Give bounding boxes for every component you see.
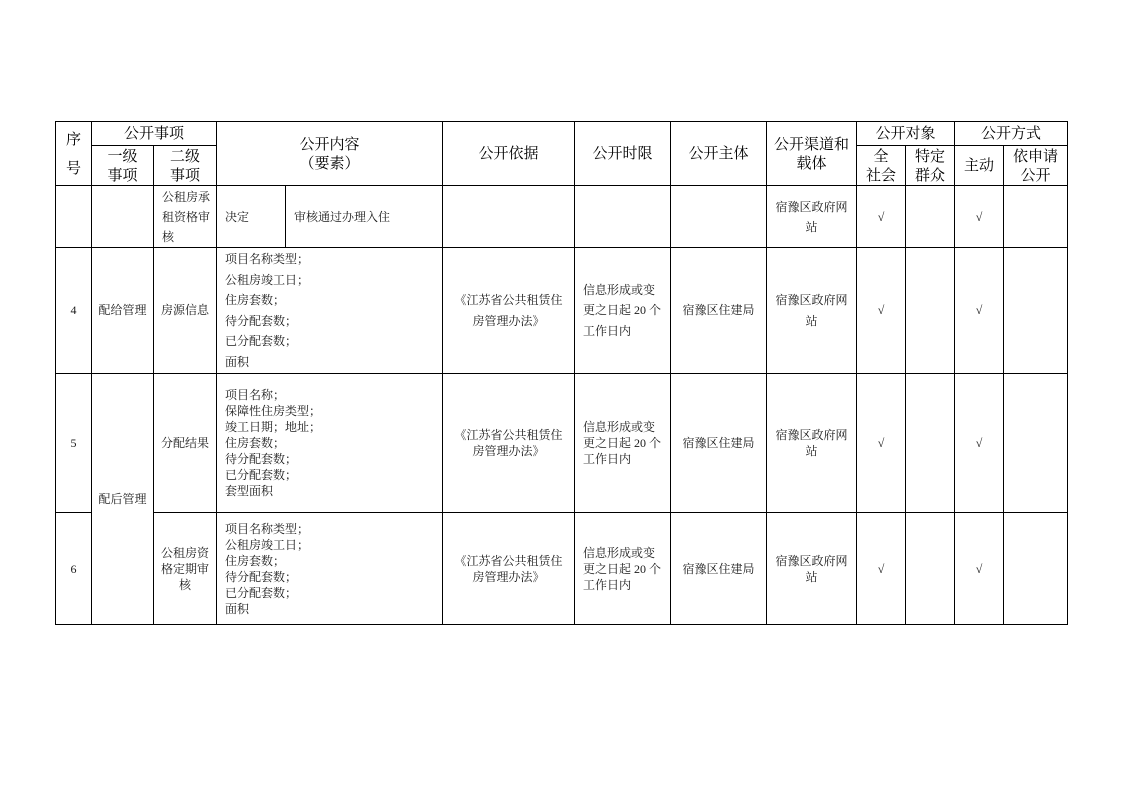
level2-cell bbox=[154, 513, 217, 625]
header-subject: 公开主体 bbox=[671, 122, 767, 186]
channel-line: 宿豫区政府网 bbox=[775, 293, 848, 307]
level2-line: 核 bbox=[179, 577, 192, 592]
subject-cell: 宿豫区住建局 bbox=[671, 374, 767, 513]
target-specific-cell bbox=[906, 186, 955, 248]
level2-cell bbox=[154, 248, 217, 374]
basis-line: 《江苏省公共租赁住 bbox=[454, 293, 563, 307]
header-content-line: 公开内容 bbox=[299, 134, 360, 153]
table-row bbox=[56, 374, 1068, 513]
channel-cell bbox=[767, 248, 857, 374]
content-line: 住房套数； bbox=[225, 436, 286, 450]
seq-cell bbox=[56, 186, 92, 248]
basis-line: 《江苏省公共租赁住 bbox=[454, 428, 563, 442]
disclosure-table bbox=[55, 121, 1068, 625]
table-row bbox=[56, 248, 1068, 374]
time-limit-line: 工作日内 bbox=[583, 452, 632, 466]
channel-line: 宿豫区政府网 bbox=[775, 553, 848, 568]
content-line: 套型面积 bbox=[225, 484, 274, 498]
content-line: 已分配套数； bbox=[225, 468, 298, 482]
seq-cell: 5 bbox=[56, 374, 92, 513]
channel-line: 站 bbox=[805, 569, 818, 584]
level2-line: 核 bbox=[162, 229, 175, 244]
content-line: 面积 bbox=[225, 601, 250, 616]
content-line: 待分配套数； bbox=[225, 313, 298, 328]
header-content bbox=[217, 122, 443, 186]
basis-line: 房管理办法》 bbox=[472, 569, 545, 584]
subject-cell: 宿豫区住建局 bbox=[671, 248, 767, 374]
content-line: 项目名称； bbox=[225, 388, 286, 402]
header-target-all-line: 社会 bbox=[866, 165, 897, 184]
channel-line: 站 bbox=[805, 313, 818, 328]
content-line: 已分配套数； bbox=[225, 585, 298, 600]
header-channel bbox=[767, 122, 857, 186]
basis-cell bbox=[443, 248, 575, 374]
table-row bbox=[56, 186, 1068, 248]
header-content-line: （要素） bbox=[299, 153, 360, 172]
header-seq-line: 序 bbox=[65, 129, 81, 148]
check-mark: √ bbox=[975, 436, 983, 450]
time-limit-line: 更之日起 20 个 bbox=[583, 561, 662, 576]
header-level2-line: 二级 bbox=[170, 146, 201, 165]
content-cell bbox=[217, 513, 443, 625]
basis-cell bbox=[443, 186, 575, 248]
level1-cell: 配给管理 bbox=[92, 248, 154, 374]
basis-line: 房管理办法》 bbox=[472, 313, 545, 328]
header-level1-line: 一级 bbox=[107, 146, 138, 165]
target-all-cell bbox=[857, 186, 906, 248]
basis-cell bbox=[443, 374, 575, 513]
content-cell bbox=[286, 186, 443, 248]
target-specific-cell bbox=[906, 248, 955, 374]
header-target-all-line: 全 bbox=[873, 146, 889, 165]
header-row bbox=[56, 122, 1068, 146]
channel-line: 站 bbox=[805, 444, 818, 458]
channel-line: 宿豫区政府网 bbox=[775, 428, 848, 442]
channel-line: 宿豫区政府网 bbox=[775, 199, 848, 214]
basis-line: 《江苏省公共租赁住 bbox=[454, 553, 563, 568]
header-level1-line: 事项 bbox=[107, 165, 138, 184]
time-limit-cell bbox=[575, 513, 671, 625]
level1-cell bbox=[92, 186, 154, 248]
level2-line: 租资格审 bbox=[162, 209, 211, 224]
check-mark: √ bbox=[877, 209, 885, 224]
method-request-cell bbox=[1004, 248, 1068, 374]
time-limit-cell bbox=[575, 186, 671, 248]
content-line: 项目名称类型； bbox=[225, 521, 310, 536]
content-line: 公租房竣工日； bbox=[225, 537, 310, 552]
header-time-limit: 公开时限 bbox=[575, 122, 671, 186]
level2-cell bbox=[154, 374, 217, 513]
header-target-specific bbox=[906, 146, 955, 186]
content-line: 竣工日期；地址； bbox=[225, 420, 322, 434]
header-seq bbox=[56, 122, 92, 186]
target-all-cell bbox=[857, 374, 906, 513]
method-active-cell bbox=[955, 374, 1004, 513]
header-items-group: 公开事项 bbox=[92, 122, 217, 146]
method-request-cell bbox=[1004, 186, 1068, 248]
header-seq-line: 号 bbox=[65, 158, 81, 177]
header-level2 bbox=[154, 146, 217, 186]
content-label-cell: 决定 bbox=[217, 186, 286, 248]
target-specific-cell bbox=[906, 513, 955, 625]
time-limit-line: 信息形成或变 bbox=[583, 282, 656, 297]
level1-cell: 配后管理 bbox=[92, 374, 154, 625]
method-active-cell bbox=[955, 248, 1004, 374]
target-all-cell bbox=[857, 513, 906, 625]
level2-line: 房源信息 bbox=[161, 303, 210, 318]
time-limit-line: 更之日起 20 个 bbox=[583, 303, 662, 318]
check-mark: √ bbox=[975, 303, 983, 318]
header-channel-line: 载体 bbox=[796, 153, 827, 172]
level2-line: 公租房承 bbox=[162, 189, 211, 204]
content-line: 住房套数； bbox=[225, 553, 286, 568]
header-level2-line: 事项 bbox=[170, 165, 201, 184]
time-limit-line: 信息形成或变 bbox=[583, 420, 656, 434]
content-line: 审核通过办理入住 bbox=[294, 209, 391, 224]
check-mark: √ bbox=[877, 561, 885, 576]
content-line: 住房套数； bbox=[225, 293, 286, 307]
basis-cell bbox=[443, 513, 575, 625]
check-mark: √ bbox=[975, 209, 983, 224]
time-limit-line: 工作日内 bbox=[583, 323, 632, 338]
header-target-all bbox=[857, 146, 906, 186]
time-limit-line: 信息形成或变 bbox=[583, 545, 656, 560]
table-row bbox=[56, 513, 1068, 625]
seq-cell: 4 bbox=[56, 248, 92, 374]
level2-line: 格定期审 bbox=[161, 561, 210, 576]
header-method-request-line: 公开 bbox=[1020, 165, 1051, 184]
header-target-specific-line: 群众 bbox=[915, 165, 946, 184]
subject-cell bbox=[671, 186, 767, 248]
time-limit-line: 工作日内 bbox=[583, 577, 632, 592]
header-method-group: 公开方式 bbox=[955, 122, 1068, 146]
content-cell bbox=[217, 374, 443, 513]
header-target-specific-line: 特定 bbox=[915, 146, 946, 165]
subject-cell: 宿豫区住建局 bbox=[671, 513, 767, 625]
content-line: 保障性住房类型； bbox=[225, 404, 322, 418]
check-mark: √ bbox=[975, 561, 983, 576]
method-request-cell bbox=[1004, 513, 1068, 625]
header-channel-line: 公开渠道和 bbox=[774, 134, 850, 153]
level2-cell bbox=[154, 186, 217, 248]
time-limit-line: 更之日起 20 个 bbox=[583, 436, 662, 450]
header-method-request bbox=[1004, 146, 1068, 186]
method-active-cell bbox=[955, 513, 1004, 625]
content-line: 待分配套数； bbox=[225, 452, 298, 466]
seq-cell: 6 bbox=[56, 513, 92, 625]
time-limit-cell bbox=[575, 248, 671, 374]
channel-cell bbox=[767, 513, 857, 625]
content-line: 公租房竣工日； bbox=[225, 272, 310, 287]
header-target-group: 公开对象 bbox=[857, 122, 955, 146]
header-level1 bbox=[92, 146, 154, 186]
target-specific-cell bbox=[906, 374, 955, 513]
channel-cell bbox=[767, 374, 857, 513]
target-all-cell bbox=[857, 248, 906, 374]
content-line: 已分配套数； bbox=[225, 334, 298, 348]
check-mark: √ bbox=[877, 436, 885, 450]
method-active-cell bbox=[955, 186, 1004, 248]
basis-line: 房管理办法》 bbox=[472, 444, 545, 458]
content-line: 面积 bbox=[225, 354, 250, 369]
content-line: 项目名称类型； bbox=[225, 252, 310, 266]
content-line: 待分配套数； bbox=[225, 569, 298, 584]
time-limit-cell bbox=[575, 374, 671, 513]
method-request-cell bbox=[1004, 374, 1068, 513]
header-method-active: 主动 bbox=[955, 146, 1004, 186]
channel-cell bbox=[767, 186, 857, 248]
level2-line: 公租房资 bbox=[161, 545, 210, 560]
check-mark: √ bbox=[877, 303, 885, 318]
header-method-request-line: 依申请 bbox=[1013, 146, 1059, 165]
level2-line: 分配结果 bbox=[161, 436, 210, 450]
channel-line: 站 bbox=[805, 219, 818, 234]
content-cell bbox=[217, 248, 443, 374]
header-basis: 公开依据 bbox=[443, 122, 575, 186]
